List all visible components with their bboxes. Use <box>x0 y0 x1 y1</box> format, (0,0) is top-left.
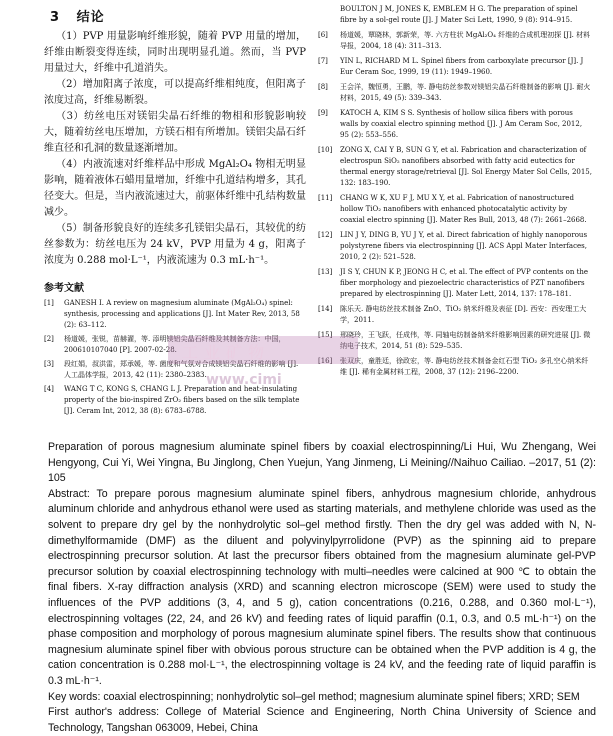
reference-number: [6] <box>318 31 328 39</box>
reference-text: 王会洋，魏恒勇，王鹏，等. 静电纺丝参数对镁铝尖晶石纤维制备的影响 [J]. 耐火材料，2015, 49 (5): 339–343. <box>340 83 591 102</box>
reference-text: 杨道媛，覃晓林，郭新荣，等. 六方柱状 MgAl₂O₄ 纤维的合成机理初探 [J]. 材料导报，2004, 18 (4): 311–313. <box>340 31 591 50</box>
conclusion-paragraph: （3）纺丝电压对镁铝尖晶石纤维的物相和形貌影响较大，随着纺丝电压增加，方镁石相有所增加。镁铝尖晶石纤维直径和孔洞的数量逐渐增加。 <box>44 111 306 154</box>
reference-number: [12] <box>318 231 333 239</box>
watermark-logo: 工业矿物 <box>182 343 271 362</box>
reference-number: [16] <box>318 357 333 365</box>
reference-text: CHANG W K, XU F J, MU X Y, et al. Fabrication of nanostructured hollow TiO₂ nanofibers with enhanced photocatalytic activity by coaxial electro spinning [J]. Mater Res Bull, 2013, 48 (7): 2661–2668. <box>340 194 587 224</box>
reference-text: LIN J Y, DING B, YU J Y, et al. Direct fabrication of highly nanoporous polystyrene fibers via electrospinning [J]. ACS Appl Mater Interfaces, 2010, 2 (2): 521–528. <box>340 231 588 261</box>
section-heading <box>50 6 306 25</box>
reference-item <box>318 330 593 352</box>
section-title: 结论 <box>76 10 105 25</box>
reference-item <box>318 30 593 52</box>
references-list-right <box>318 4 593 378</box>
reference-item <box>44 298 306 331</box>
section-number: 3 <box>50 10 61 25</box>
reference-item <box>318 304 593 326</box>
abstract-keywords: Key words: coaxial electrospinning; nonhydrolytic sol–gel method; magnesium aluminate spinel fibers; XRD; SEM <box>48 690 580 703</box>
reference-text: 邢晓玲，王飞跃，任成伟，等. 同轴电纺制备纳米纤维影响因素的研究进展 [J]. 微纳电子技术，2014, 51 (8): 529–535. <box>340 331 591 350</box>
abstract-body: Abstract: To prepare porous magnesium aluminate spinel fibers, anhydrous magnesium chloride, anhydrous aluminum chloride and anhydrous ethanol were used as starting materials, and methylene chloride was used as the solvent to prepare dry gel by the nonhydrolytic sol–gel method firstly. Then the dry gel was added with N, N-dimethylformamide (DMF) as the diluent and polyvinylpyrrolidone (PVP) as the spinning aid to prepare electrospinning precursor solution. At last the precursor fibers obtained from the magnesium aluminate gel-PVP precursor solution by coaxial electrospinning technology with multi–needles were calcined at 900 ℃ to obtain the final fibers. X-ray diffraction analysis (XRD) and scanning electron microscope (SEM) were used to study the influences of the PVP additions (3, 4, and 5 g), cation concentrations (0.216, 0.288, and 0.360 mol·L⁻¹), electrospinning voltages (22, 24, and 26 kV) and feeding rates of liquid paraffin (0.1, 0.3, and 0.5 mL·h⁻¹) on the phase composition and morphology of porous magnesium aluminate spinel fibers. The results show that continuous magnesium aluminate spinel fiber with obvious porous structure can be obtained when the PVP addition is 4 g, the cation concentration is 0.288 mol·L⁻¹, the electrospinning voltage is 24 kV, and the feeding rate of liquid paraffin is 0.3 mL·h⁻¹. <box>48 487 596 687</box>
reference-text: GANESH I. A review on magnesium aluminate (MgAl₂O₄) spinel: synthesis, processing and applications [J]. Int Mater Rev, 2013, 58 (2): 63–112. <box>64 299 300 329</box>
reference-text: KATOCH A, KIM S S. Synthesis of hollow silica fibers with porous walls by coaxial electro spinning method [J]. J Am Ceram Soc, 2012, 95 (2): 553–556. <box>340 109 583 139</box>
reference-number: [10] <box>318 146 333 154</box>
reference-text: 杨道媛，张锐，苗赫濯，等. 添明镁铝尖晶石纤维及其制备方法：中国，200610107040 [P]. 2007-02-28. <box>64 335 286 354</box>
reference-text: 陈乐天. 静电纺丝技术制备 ZnO、TiO₂ 纳米纤维及表征 [D]. 西安：西安理工大学，2011. <box>340 305 587 324</box>
conclusion-paragraph: （4）内液流速对纤维样品中形成 MgAl₂O₄ 物相无明显影响，随着液体石蜡用量增加，纤维中孔道结构增多，其孔径变大。但是，当内液流速过大，前驱体纤维中孔结构数量减少。 <box>44 159 306 218</box>
reference-item <box>44 384 306 417</box>
reference-number: [15] <box>318 331 333 339</box>
reference-item <box>318 56 593 78</box>
english-abstract <box>48 440 596 736</box>
reference-number: [14] <box>318 305 333 313</box>
abstract-address: First author's address: College of Material Science and Engineering, North China University of Science and Technology, Tangshan 063009, Hebei, China <box>48 706 596 734</box>
references-heading: 参考文献 <box>44 283 84 294</box>
abstract-title-line: Preparation of porous magnesium aluminate spinel fibers by coaxial electrospinning/Li Hui, Wu Zhengang, Wei Hengyong, Cui Yi, Wei Yingna, Bu Jinglong, Chen Yuejun, Yang Jinmeng, Li Meining//Naihuo Cailiao. –2017, 51 (2): 105 <box>48 441 596 485</box>
reference-number: [9] <box>318 109 328 117</box>
reference-text: ZONG X, CAI Y B, SUN G Y, et al. Fabrication and characterization of electrospun SiO₂ nanofibers absorbed with fatty acid eutectics for thermal energy storage/retrieval [J]. Sol Energy Mater Sol Cells, 2015, 132: 183–190. <box>340 146 592 187</box>
reference-number: [3] <box>44 360 54 368</box>
right-column <box>318 4 593 382</box>
conclusion-paragraph: （5）制备形貌良好的连续多孔镁铝尖晶石，其较优的纺丝参数为：纺丝电压为 24 kV，PVP 用量为 4 g，阳离子浓度为 0.288 mol·L⁻¹，内液流速为 0.3 mL·h⁻¹。 <box>44 223 306 266</box>
reference-text: YIN L, RICHARD M L. Spinel fibers from carboxylate precursor [J]. J Eur Ceram Soc, 1999, 19 (11): 1949–1960. <box>340 57 584 76</box>
reference-text: WANG T C, KONG S, CHANG L J. Preparation and heat-insulating property of the bio-inspired ZrO₂ fibers based on the silk template [J]. Ceram Int, 2012, 38 (8): 6783–6788. <box>64 385 300 415</box>
reference-number: [7] <box>318 57 328 65</box>
reference-item <box>318 4 593 26</box>
reference-number: [13] <box>318 268 333 276</box>
reference-number: [8] <box>318 83 328 91</box>
conclusion-paragraph: （2）增加阳离子浓度，可以提高纤维相纯度，但阳离子浓度过高，纤维易断裂。 <box>44 79 306 106</box>
reference-item <box>318 145 593 189</box>
reference-item <box>318 108 593 141</box>
watermark-url: www.cimi <box>206 372 282 388</box>
reference-number: [1] <box>44 299 54 307</box>
reference-item <box>318 193 593 226</box>
reference-number: [4] <box>44 385 54 393</box>
reference-item <box>318 267 593 300</box>
reference-text: JI S Y, CHUN K P, JEONG H C, et al. The effect of PVP contents on the fiber morphology and piezoelectric characteristics of PZT nanofibers prepared by electrospinning [J]. Mater Lett, 2014, 137: 178–181. <box>340 268 589 298</box>
reference-item <box>318 230 593 263</box>
reference-item <box>318 82 593 104</box>
reference-text: BOULTON J M, JONES K, EMBLEM H G. The preparation of spinel fibre by a sol-gel route [J]. J Mater Sci Lett, 1990, 9 (8): 914–915. <box>340 5 578 24</box>
reference-item <box>318 356 593 378</box>
reference-text: 张双庆，童胜廷，徐政宏，等. 静电纺丝技术制备金红石型 TiO₂ 多孔空心纳米纤维 [J]. 稀有金属材料工程，2008, 37 (12): 2196–2200. <box>340 357 589 376</box>
reference-number: [11] <box>318 194 333 202</box>
reference-text: 段红娟，叔洪雷，郑承媛，等. 菌度和气氛对合成镁铝尖晶石纤维的影响 [J]. 人工晶体学报，2013, 42 (11): 2380–2383. <box>64 360 299 379</box>
conclusion-paragraph: （1）PVP 用量影响纤维形貌，随着 PVP 用量的增加，纤维由断裂变得连续，同时出现明显孔道。然而，当 PVP 用量过大，纤维中孔道消失。 <box>44 31 306 74</box>
reference-number: [2] <box>44 335 54 343</box>
